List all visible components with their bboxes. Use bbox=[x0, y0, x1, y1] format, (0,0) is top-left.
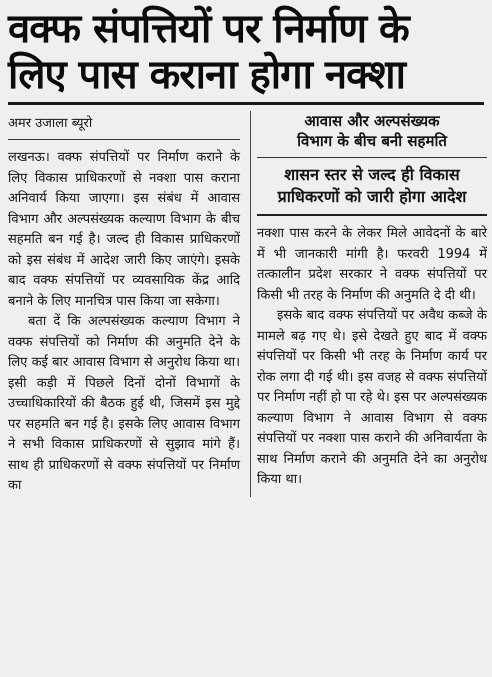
headline-rule bbox=[8, 102, 484, 105]
subhead-2-line-2: प्राधिकरणों को जारी होगा आदेश bbox=[277, 187, 467, 206]
article-columns bbox=[8, 111, 487, 497]
subhead-1-line-2: विभाग के बीच बनी सहमति bbox=[297, 132, 447, 150]
subhead-1-line-1: आवास और अल्पसंख्यक bbox=[304, 112, 440, 130]
right-paragraph-2: इसके बाद वक्फ संपत्तियों पर अवैध कब्जे के मामले बढ़ गए थे। इसे देखते हुए बाद में वक्फ संपत्तियों पर किसी भी तरह के निर्माण कार्य पर रोक लगा दी गई थी। इस वजह से वक्फ संपत्तियों पर निर्माण नहीं हो पा रहे थे। इस पर अल्पसंख्यक कल्याण विभाग ने आवास विभाग से वक्फ संपत्तियों पर नक्शा पास कराने की अनिवार्यता के साथ निर्माण कराने की अनुमति देने का अनुरोध किया था। bbox=[257, 308, 487, 487]
left-column bbox=[8, 111, 240, 497]
subhead-divider bbox=[257, 157, 487, 158]
right-column bbox=[250, 111, 487, 497]
headline bbox=[8, 6, 484, 98]
headline-line-2: लिए पास कराना होगा नक्शा bbox=[8, 52, 405, 98]
left-body bbox=[8, 148, 240, 497]
left-paragraph-2: बता दें कि अल्पसंख्यक कल्याण विभाग ने वक्फ संपत्तियों को निर्माण की अनुमति देने के लिए कई बार आवास विभाग से अनुरोध किया था। इसी कड़ी में पिछले दिनों दोनों विभागों के उच्चाधिकारियों की बैठक हुई थी, जिसमें इस मुद्दे पर सहमति बन गई है। इसके लिए आवास विभाग ने सभी विकास प्राधिकरणों से सुझाव मांगे हैं। साथ ही प्राधिकरणों से वक्फ संपत्तियों पर निर्माण का bbox=[8, 314, 240, 493]
left-paragraph-1: लखनऊ। वक्फ संपत्तियों पर निर्माण कराने के लिए विकास प्राधिकरणों से नक्शा पास कराना अनिवार्य किया जाएगा। इस संबंध में आवास विभाग और अल्पसंख्यक कल्याण विभाग के बीच सहमति बन गई है। जल्द ही विकास प्राधिकरणों को इस संबंध में आदेश जारी किए जाएंगे। इसके बाद वक्फ संपत्तियों पर व्यवसायिक केंद्र आदि बनाने के लिए मानचित्र पास किया जा सकेगा। bbox=[8, 150, 240, 309]
subhead-2 bbox=[257, 164, 487, 208]
byline-rule bbox=[8, 139, 240, 140]
subhead-2-line-1: शासन स्तर से जल्द ही विकास bbox=[284, 165, 460, 184]
subhead-bottom-rule bbox=[257, 214, 487, 216]
byline: अमर उजाला ब्यूरो bbox=[8, 116, 93, 131]
headline-line-1: वक्फ संपत्तियों पर निर्माण के bbox=[8, 6, 409, 52]
right-paragraph-1: नक्शा पास करने के लेकर मिले आवेदनों के बारे में भी जानकारी मांगी है। फरवरी 1994 में तत्कालीन प्रदेश सरकार ने वक्फ संपत्तियों पर किसी भी तरह के निर्माण की अनुमति दे दी थी। bbox=[257, 226, 487, 303]
right-body bbox=[257, 224, 487, 491]
subhead-1 bbox=[257, 111, 487, 151]
